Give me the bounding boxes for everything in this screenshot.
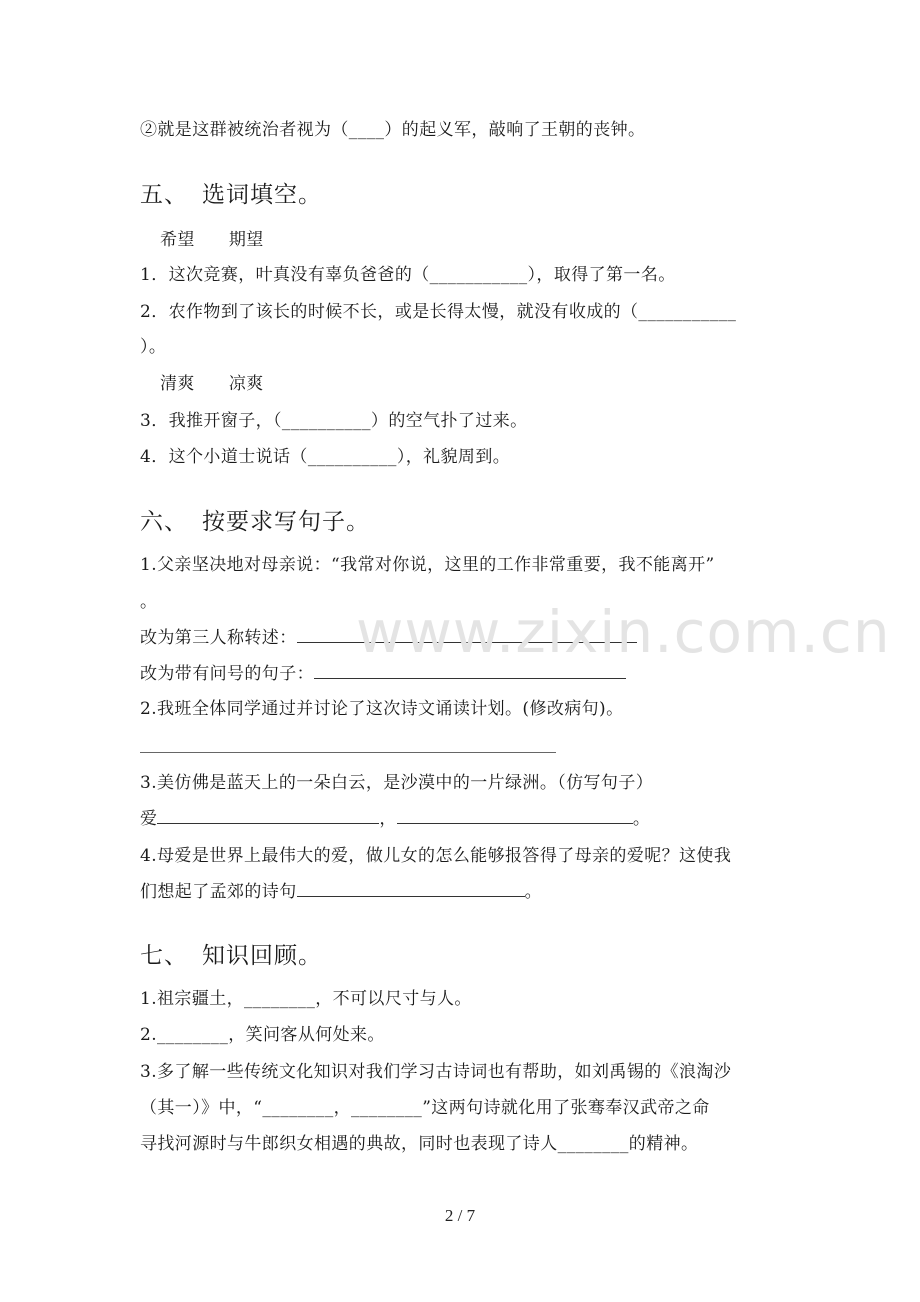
question-line: ）。 (140, 337, 167, 357)
question-line: 2.我班全体同学通过并讨论了这次诗文诵读计划。(修改病句)。 (140, 699, 624, 719)
question-line: 。 (140, 592, 158, 612)
word-options (160, 372, 264, 396)
section-number: 五、 (140, 182, 188, 208)
word-option: 清爽 (160, 374, 195, 394)
answer-blank[interactable] (314, 662, 626, 679)
answer-blank[interactable] (297, 880, 525, 897)
question-line: 3.美仿佛是蓝天上的一朵白云，是沙漠中的一片绿洲。（仿写句子） (140, 773, 654, 793)
word-option: 希望 (160, 230, 195, 250)
section-number: 七、 (140, 943, 188, 969)
section-title: 知识回顾。 (202, 943, 322, 969)
question-line: 4．这个小道士说话（__________），礼貌周到。 (140, 447, 511, 467)
question-line: 1.父亲坚决地对母亲说：“我常对你说，这里的工作非常重要，我不能离开” (140, 555, 715, 575)
answer-line (140, 807, 650, 831)
answer-blank[interactable] (297, 626, 637, 643)
answer-prompt: 们想起了孟郊的诗句 (140, 882, 297, 902)
answer-prompt: 爱 (140, 809, 158, 829)
punctuation: 。 (632, 809, 651, 829)
question-line: 3.多了解一些传统文化知识对我们学习古诗词也有帮助，如刘禹锡的《浪淘沙 (140, 1062, 732, 1082)
word-option: 凉爽 (228, 374, 264, 394)
word-options (160, 228, 264, 252)
answer-blank-line[interactable] (140, 752, 556, 753)
question-line: 2．农作物到了该长的时候不长，或是长得太慢，就没有收成的（___________ (140, 302, 737, 322)
answer-line (140, 626, 637, 650)
punctuation: ， (379, 809, 397, 829)
page-number: 2 / 7 (444, 1206, 476, 1225)
answer-line (140, 880, 542, 904)
watermark: www.zixin.com.cn (356, 598, 891, 666)
question-line: 3．我推开窗子，（__________）的空气扑了过来。 (140, 411, 528, 431)
answer-blank[interactable] (397, 807, 633, 824)
answer-prompt: 改为带有问号的句子： (140, 664, 314, 684)
section-seven-heading (140, 941, 322, 971)
answer-line (140, 662, 626, 686)
question-line: 寻找河源时与牛郎织女相遇的典故，同时也表现了诗人________的精神。 (140, 1134, 699, 1154)
section-six-heading (140, 507, 370, 537)
section-number: 六、 (140, 509, 188, 535)
punctuation: 。 (524, 882, 543, 902)
question-line: （其一）》中，“________，________”这两句诗就化用了张骞奉汉武帝之命 (140, 1098, 710, 1118)
text-line: ②就是这群被统治者视为（____）的起义军，敲响了王朝的丧钟。 (140, 120, 646, 140)
word-option: 期望 (228, 230, 264, 250)
section-five-heading (140, 180, 322, 210)
question-line: 2.________，笑问客从何处来。 (140, 1025, 385, 1045)
question-line: 1．这次竞赛，叶真没有辜负爸爸的（___________），取得了第一名。 (140, 265, 676, 285)
answer-prompt: 改为第三人称转述： (140, 628, 297, 648)
question-line: 4.母爱是世界上最伟大的爱，做儿女的怎么能够报答得了母亲的爱呢？这使我 (140, 846, 732, 866)
answer-blank[interactable] (157, 807, 379, 824)
section-title: 选词填空。 (202, 182, 322, 208)
question-line: 1.祖宗疆土，________，不可以尺寸与人。 (140, 989, 472, 1009)
section-title: 按要求写句子。 (202, 509, 370, 535)
